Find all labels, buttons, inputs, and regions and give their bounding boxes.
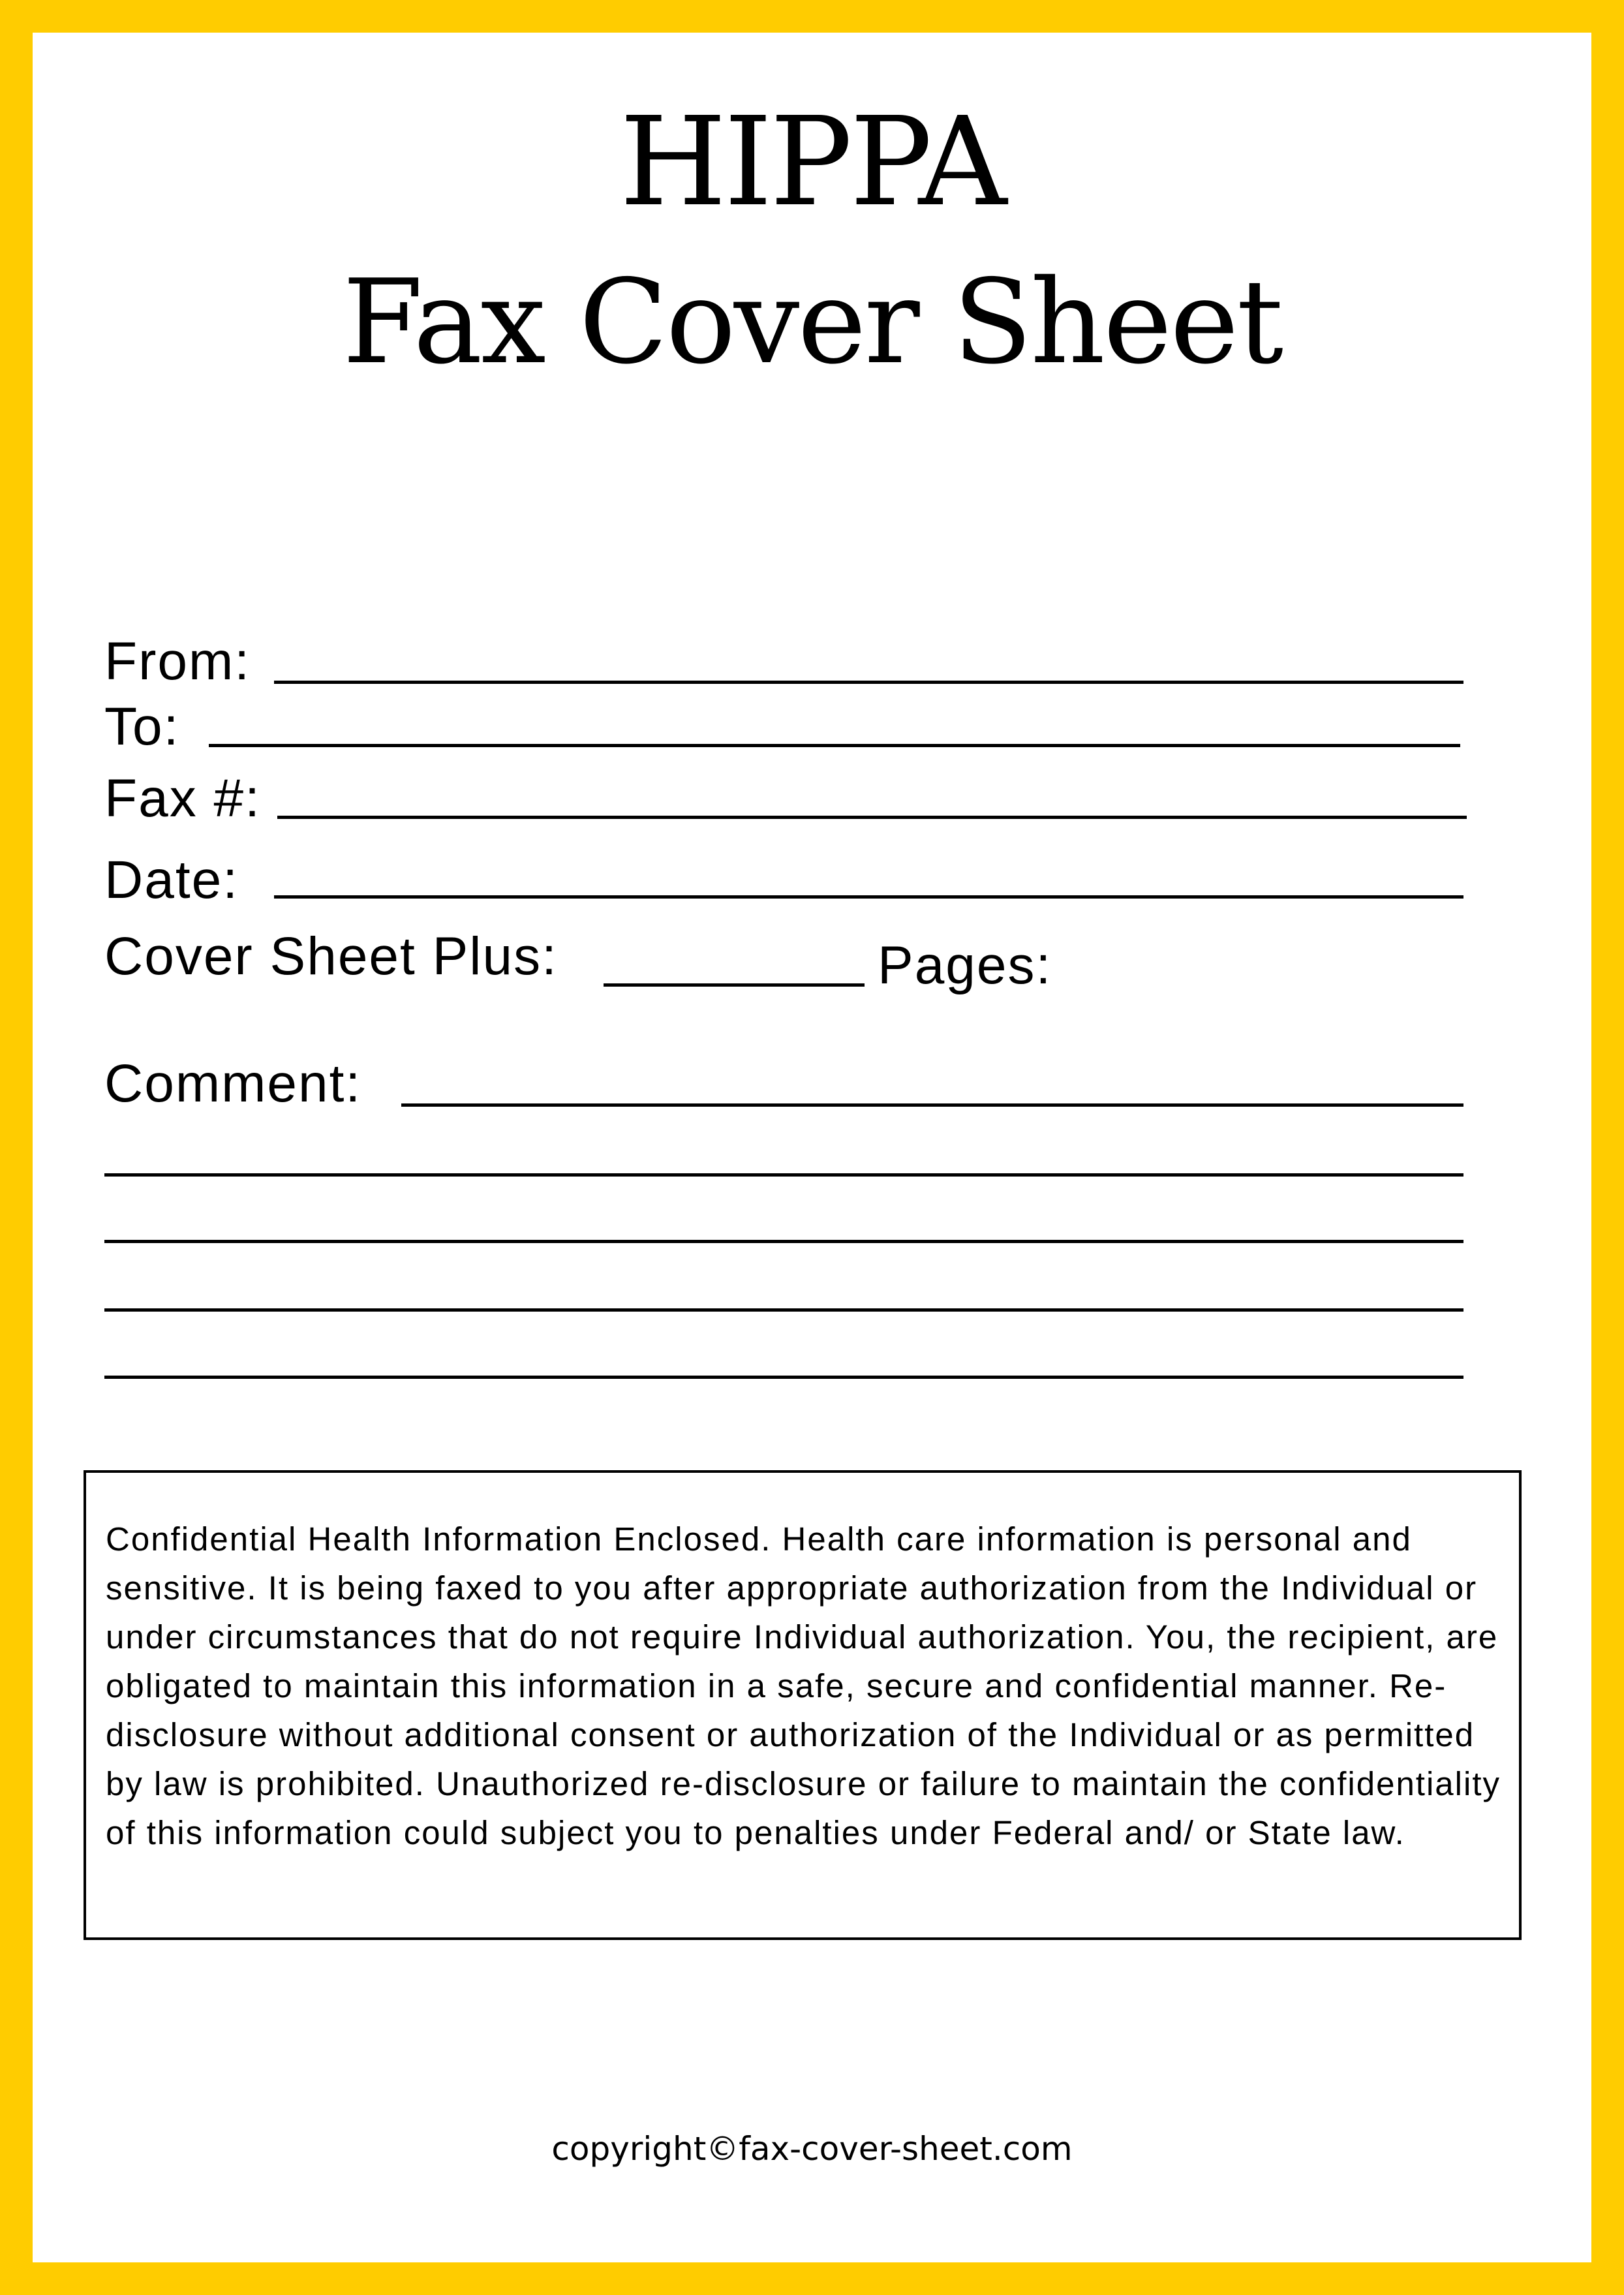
comment-line-3[interactable] <box>104 1240 1463 1243</box>
comment-label: Comment: <box>104 1054 362 1113</box>
cover-sheet-plus-label: Cover Sheet Plus: <box>104 927 558 986</box>
confidentiality-notice-text: Confidential Health Information Enclosed. Health care information is personal and sensitive. It is being faxed to you after appropriate authorization from the Individual or under circumstances that do not require Individual authorization. You, the recipient, are obligated to maintain this information in a safe, secure and confidential manner. Re-disclosure without additional consent or authorization of the Individual or as permitted by law is prohibited. Unauthorized re-disclosure or failure to maintain the confidentiality of this information could subject you to penalties under Federal and/ or State law. <box>106 1520 1501 1851</box>
date-field[interactable] <box>274 895 1463 899</box>
to-field[interactable] <box>209 744 1460 747</box>
comment-line-2[interactable] <box>104 1173 1463 1177</box>
fax-cover-sheet <box>33 33 1591 2262</box>
copyright-notice: copyright©fax-cover-sheet.com <box>551 2130 1073 2168</box>
fax-number-label: Fax #: <box>104 769 261 828</box>
comment-line-5[interactable] <box>104 1376 1463 1379</box>
page-title: HIPPA <box>619 91 1005 234</box>
from-label: From: <box>104 632 251 691</box>
fax-number-field[interactable] <box>277 816 1467 819</box>
to-label: To: <box>104 697 180 756</box>
pages-label: Pages: <box>878 936 1052 995</box>
cover-sheet-plus-field[interactable] <box>604 983 865 987</box>
page-subtitle: Fax Cover Sheet <box>342 254 1282 390</box>
from-field[interactable] <box>274 681 1463 684</box>
date-label: Date: <box>104 850 239 910</box>
confidentiality-notice-box <box>84 1470 1522 1940</box>
comment-line-4[interactable] <box>104 1308 1463 1312</box>
comment-field[interactable] <box>401 1103 1463 1107</box>
